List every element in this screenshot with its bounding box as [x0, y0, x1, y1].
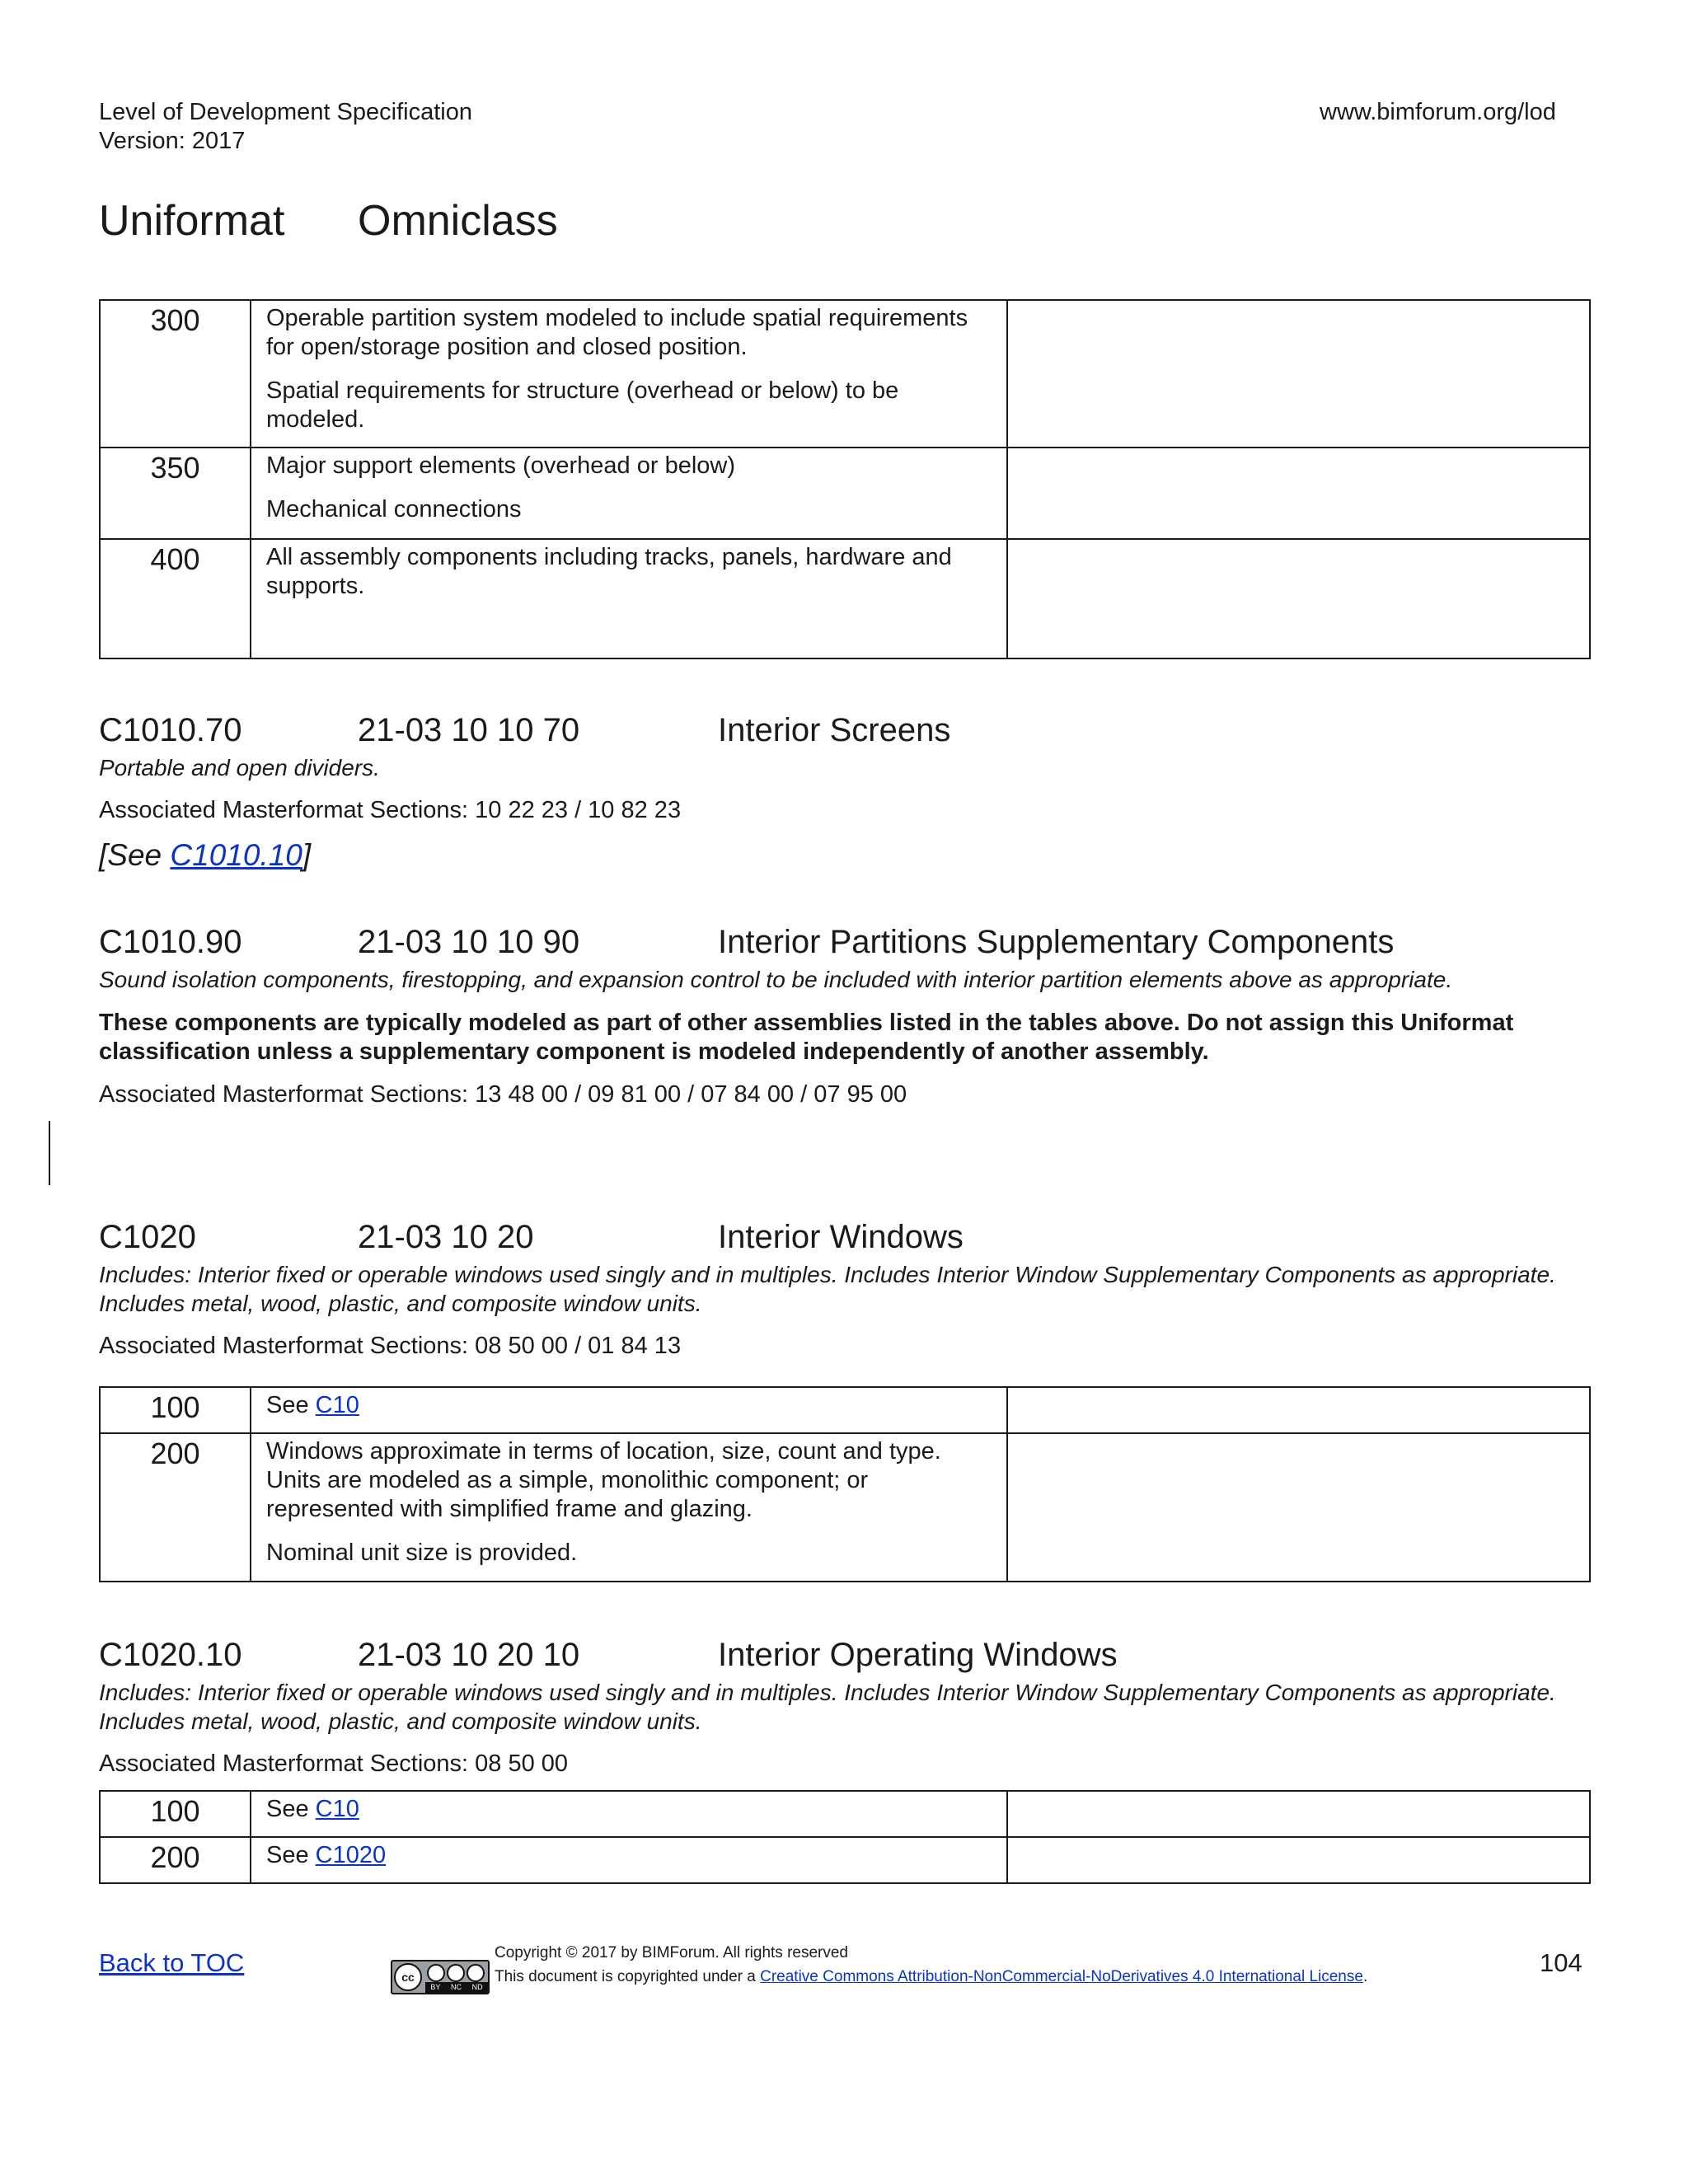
- see-link-c1010-10[interactable]: C1010.10: [170, 838, 302, 872]
- cc-by-icon: [427, 1964, 445, 1982]
- lod-text: Operable partition system modeled to include spatial requirements for open/storage position and closed position.: [266, 305, 968, 360]
- see-prefix: [See: [99, 838, 171, 872]
- cc-license-icon: [391, 1960, 490, 1994]
- lod-table-top: [99, 299, 1591, 659]
- section-note: These components are typically modeled as part of other assemblies listed in the tables above. Do not assign this Uniformat classification unless a supplementary component is modeled independently of another assembly.: [99, 1010, 1514, 1065]
- see-link-c10[interactable]: C10: [315, 1392, 359, 1418]
- lod-level: 200: [100, 1433, 251, 1582]
- lod-description: [251, 1433, 1007, 1582]
- lod-level: 100: [100, 1387, 251, 1433]
- section-heading: [99, 707, 1591, 753]
- doc-title: Level of Development Specification: [99, 99, 472, 125]
- section-title: Interior Operating Windows: [718, 1637, 1118, 1673]
- section-title: Interior Screens: [718, 712, 951, 748]
- masterformat-sections: Associated Masterformat Sections: 10 22 23 / 10 82 23: [99, 797, 682, 823]
- lod-description: [251, 300, 1007, 448]
- section-heading: [99, 1214, 1591, 1260]
- see-text: See: [266, 1392, 316, 1418]
- omniclass-code: 21-03 10 20: [358, 1219, 534, 1255]
- table-row: [100, 448, 1590, 539]
- license-text: [495, 1965, 1367, 1989]
- table-row: [100, 1433, 1590, 1582]
- cc-nd-label: ND: [471, 1983, 483, 1991]
- lod-notes-cell: [1007, 1433, 1590, 1582]
- uniformat-code: C1020.10: [99, 1637, 242, 1673]
- uniformat-code: C1010.90: [99, 924, 242, 960]
- table-row: [100, 1387, 1590, 1433]
- table-row: [100, 1791, 1590, 1837]
- uniformat-code: C1020: [99, 1219, 196, 1255]
- page-number: 104: [1540, 1948, 1582, 1977]
- lod-text: Mechanical connections: [266, 496, 522, 523]
- section-c1010-90: [99, 919, 1591, 1109]
- lod-description: [251, 1387, 1007, 1433]
- cc-by-label: BY: [430, 1983, 441, 1991]
- section-title: Interior Windows: [718, 1219, 964, 1255]
- cc-nc-label: NC: [451, 1983, 462, 1991]
- lod-text: All assembly components including tracks, panels, hardware and supports.: [266, 544, 952, 599]
- omniclass-code: 21-03 10 10 70: [358, 712, 580, 748]
- section-heading: [99, 919, 1591, 965]
- section-c1020: [99, 1214, 1591, 1361]
- omniclass-code: 21-03 10 20 10: [358, 1637, 580, 1673]
- section-c1010-70: [99, 707, 1591, 874]
- license-suffix: .: [1362, 1968, 1368, 1985]
- lod-notes-cell: [1007, 300, 1590, 448]
- lod-notes-cell: [1007, 1791, 1590, 1837]
- omniclass-code: 21-03 10 10 90: [358, 924, 580, 960]
- section-description: Portable and open dividers.: [99, 755, 380, 780]
- see-link-c1020[interactable]: C1020: [315, 1842, 387, 1868]
- cc-mark: cc: [394, 1963, 422, 1991]
- header-url: www.bimforum.org/lod: [1320, 99, 1556, 125]
- section-c1020-10: [99, 1632, 1591, 1779]
- section-title: Interior Partitions Supplementary Components: [718, 924, 1395, 960]
- lod-description: [251, 539, 1007, 658]
- column-title-omniclass: Omniclass: [358, 197, 558, 245]
- lod-description: [251, 448, 1007, 539]
- lod-text: Windows approximate in terms of location, size, count and type. Units are modeled as a simple, monolithic component; or represented with simplified frame and glazing.: [266, 1438, 941, 1522]
- lod-description: [251, 1837, 1007, 1883]
- doc-version: Version: 2017: [99, 128, 246, 154]
- change-bar: [49, 1121, 50, 1185]
- lod-text: Spatial requirements for structure (overhead or below) to be modeled.: [266, 377, 899, 433]
- section-description: Includes: Interior fixed or operable windows used singly and in multiples. Includes Interior Window Supplementary Components as appropriate. Includes metal, wood, plastic, and composite window units.: [99, 1262, 1556, 1316]
- cc-nc-icon: [447, 1964, 465, 1982]
- table-row: [100, 300, 1590, 448]
- copyright-text: Copyright © 2017 by BIMForum. All rights reserved: [495, 1944, 849, 1961]
- section-description: Sound isolation components, firestopping, and expansion control to be included with interior partition elements above as appropriate.: [99, 967, 1453, 992]
- lod-level: 200: [100, 1837, 251, 1883]
- uniformat-code: C1010.70: [99, 712, 242, 748]
- lod-level: 100: [100, 1791, 251, 1837]
- lod-notes-cell: [1007, 1387, 1590, 1433]
- license-prefix: This document is copyrighted under a: [495, 1968, 761, 1985]
- lod-description: [251, 1791, 1007, 1837]
- see-text: See: [266, 1796, 316, 1822]
- lod-text: Major support elements (overhead or below): [266, 452, 735, 479]
- license-link[interactable]: Creative Commons Attribution-NonCommercial-NoDerivatives 4.0 International License: [760, 1968, 1363, 1985]
- see-link-c10[interactable]: C10: [315, 1796, 359, 1822]
- cc-nd-icon: [467, 1964, 485, 1982]
- see-text: See: [266, 1842, 316, 1868]
- see-reference: [99, 837, 1591, 874]
- section-description: Includes: Interior fixed or operable windows used singly and in multiples. Includes Interior Window Supplementary Components as appropriate. Includes metal, wood, plastic, and composite window units.: [99, 1680, 1556, 1734]
- lod-notes-cell: [1007, 448, 1590, 539]
- section-heading: [99, 1632, 1591, 1678]
- masterformat-sections: Associated Masterformat Sections: 08 50 00: [99, 1750, 569, 1777]
- column-title-uniformat: Uniformat: [99, 197, 285, 245]
- table-row: [100, 539, 1590, 658]
- see-suffix: ]: [302, 838, 312, 872]
- lod-level: 350: [100, 448, 251, 539]
- masterformat-sections: Associated Masterformat Sections: 13 48 00 / 09 81 00 / 07 84 00 / 07 95 00: [99, 1081, 907, 1108]
- lod-notes-cell: [1007, 539, 1590, 658]
- lod-text: Nominal unit size is provided.: [266, 1540, 578, 1566]
- back-to-toc-link[interactable]: Back to TOC: [99, 1948, 245, 1977]
- table-row: [100, 1837, 1590, 1883]
- lod-table-c1020: [99, 1386, 1591, 1582]
- lod-level: 300: [100, 300, 251, 448]
- lod-table-c1020-10: [99, 1790, 1591, 1884]
- lod-level: 400: [100, 539, 251, 658]
- lod-notes-cell: [1007, 1837, 1590, 1883]
- masterformat-sections: Associated Masterformat Sections: 08 50 00 / 01 84 13: [99, 1333, 682, 1359]
